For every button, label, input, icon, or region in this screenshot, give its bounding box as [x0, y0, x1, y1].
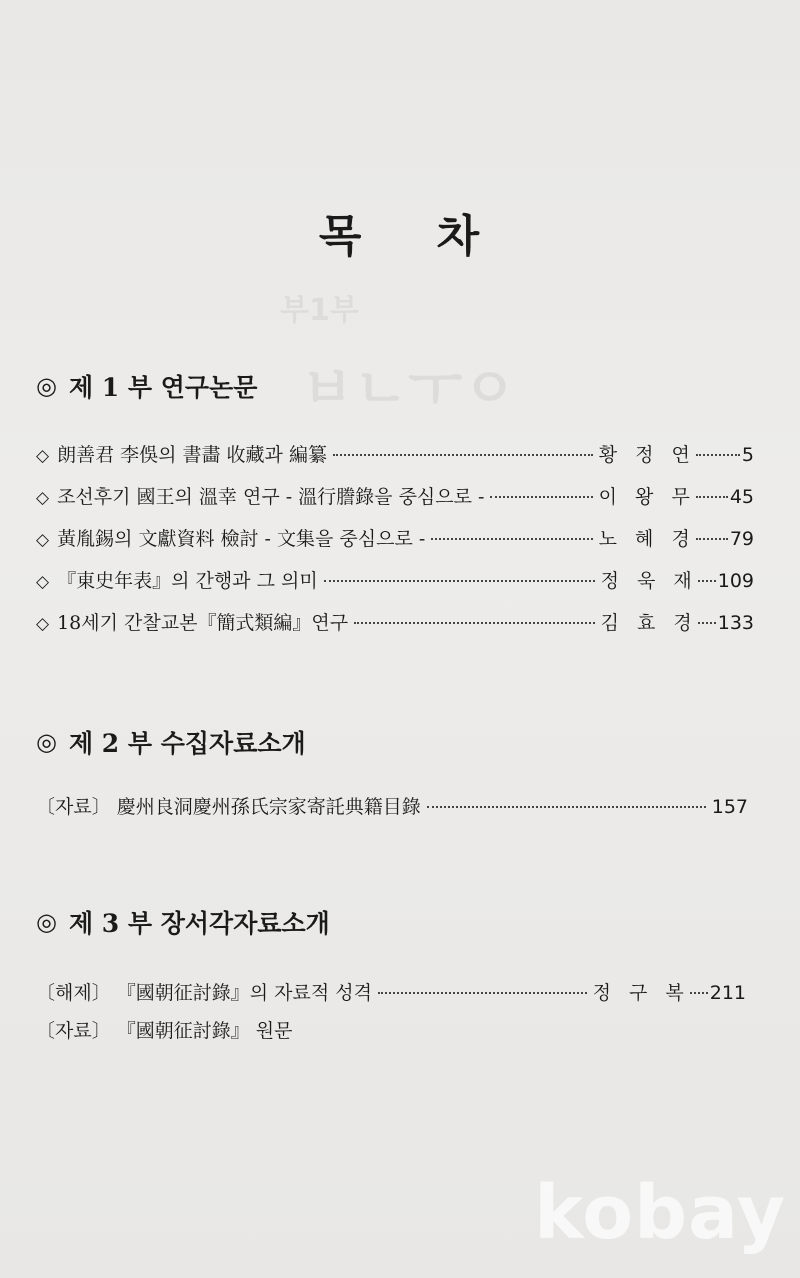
entry-author: 정 욱 재	[600, 570, 698, 592]
dot-leader	[324, 580, 595, 582]
entry-title: 黃胤錫의 文獻資料 檢討 - 文集을 중심으로 -	[57, 528, 426, 550]
part-heading-label: 제 1 부 연구논문	[68, 373, 258, 402]
entry-page-number: 5	[741, 444, 754, 466]
toc-entry[interactable]	[36, 524, 754, 554]
entry-type-label: 〔해제〕	[36, 982, 111, 1004]
entry-title: 18세기 간찰교본『簡式類編』연구	[57, 612, 349, 634]
watermark-logo: kobay	[534, 1170, 786, 1256]
dot-leader	[690, 992, 708, 994]
diamond-bullet-icon: ◇	[36, 446, 50, 466]
entry-author: 김 효 경	[600, 612, 698, 634]
title-char: 차	[436, 211, 482, 262]
entry-title: 『國朝征討錄』 원문	[116, 1020, 293, 1042]
entry-author: 황 정 연	[598, 444, 696, 466]
dot-leader	[354, 622, 594, 624]
part-heading-label: 제 3 부 장서각자료소개	[68, 909, 330, 938]
entry-page-number: 109	[717, 570, 754, 592]
diamond-bullet-icon: ◇	[36, 572, 50, 592]
entry-page-number: 79	[729, 528, 754, 550]
entry-page-number: 133	[717, 612, 754, 634]
entry-title: 慶州良洞慶州孫氏宗家寄託典籍目錄	[116, 796, 421, 818]
entry-title: 『國朝征討錄』의 자료적 성격	[116, 982, 372, 1004]
part-heading-label: 제 2 부 수집자료소개	[68, 729, 306, 758]
dot-leader	[696, 496, 728, 498]
part-3-heading	[36, 904, 330, 940]
entry-page-number: 157	[711, 796, 748, 818]
entry-page-number: 211	[709, 982, 746, 1004]
page-title	[0, 200, 800, 264]
entry-title: 조선후기 國王의 溫幸 연구 - 溫行謄錄을 중심으로 -	[57, 486, 485, 508]
dot-leader	[333, 454, 593, 456]
toc-entry[interactable]	[36, 792, 748, 822]
part-2-heading	[36, 724, 306, 760]
double-circle-icon: ◎	[36, 908, 57, 936]
entry-title: 朗善君 李俁의 書畵 收藏과 編纂	[57, 444, 327, 466]
entry-author: 정 구 복	[592, 982, 690, 1004]
dot-leader	[698, 622, 716, 624]
title-char: 목	[318, 211, 364, 262]
dot-leader	[696, 454, 740, 456]
entry-type-label: 〔자료〕	[36, 1020, 111, 1042]
toc-entry[interactable]	[36, 440, 754, 470]
diamond-bullet-icon: ◇	[36, 614, 50, 634]
dot-leader	[427, 806, 706, 808]
diamond-bullet-icon: ◇	[36, 530, 50, 550]
entry-type-label: 〔자료〕	[36, 796, 111, 818]
dot-leader	[490, 496, 592, 498]
toc-entry[interactable]	[36, 482, 754, 512]
entry-author: 이 왕 무	[598, 486, 696, 508]
toc-entry[interactable]	[36, 608, 754, 638]
diamond-bullet-icon: ◇	[36, 488, 50, 508]
entry-author: 노 혜 경	[598, 528, 696, 550]
entry-title: 『東史年表』의 간행과 그 의미	[57, 570, 318, 592]
dot-leader	[378, 992, 587, 994]
entry-page-number: 45	[729, 486, 754, 508]
toc-entry[interactable]	[36, 978, 746, 1008]
toc-entry[interactable]	[36, 566, 754, 596]
dot-leader	[696, 538, 728, 540]
bleed-through-text: ㅂㄴㅜㅇ	[300, 357, 517, 422]
dot-leader	[698, 580, 716, 582]
toc-entry[interactable]	[36, 1016, 292, 1046]
bleed-through-text: 부1부	[280, 293, 359, 328]
double-circle-icon: ◎	[36, 372, 57, 400]
part-1-heading	[36, 368, 257, 404]
dot-leader	[431, 538, 592, 540]
double-circle-icon: ◎	[36, 728, 57, 756]
